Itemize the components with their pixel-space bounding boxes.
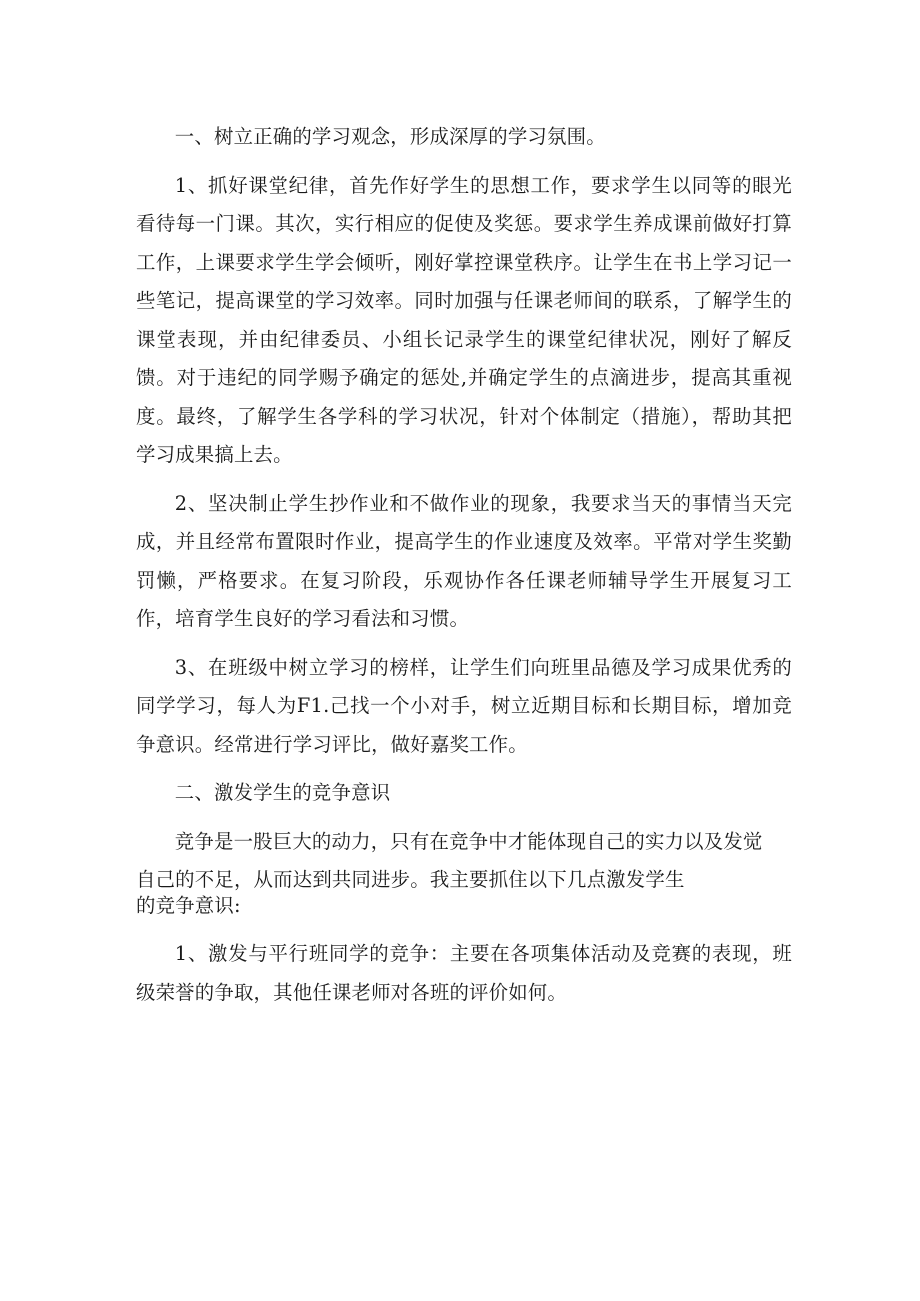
paragraph-item-1-3: 3、在班级中树立学习的榜样，让学生们向班里品德及学习成果优秀的同学学习，每人为F1.己找一个小对手，树立近期目标和长期目标，增加竞争意识。经常进行学习评比，做好嘉奖工作。 — [136, 655, 792, 756]
spacer — [136, 639, 792, 649]
spacer — [136, 475, 792, 485]
document-body — [136, 118, 792, 1012]
section-heading-2: 二、激发学生的竞争意识 — [174, 781, 391, 804]
spacer — [136, 919, 792, 935]
paragraph-item-2-1: 1、激发与平行班同学的竞争：主要在各项集体活动及竞赛的表现，班级荣誉的争取，其他任课老师对各班的评价如何。 — [136, 942, 792, 1004]
spacer — [136, 157, 792, 167]
section-heading-1: 一、树立正确的学习观念，形成深厚的学习氛围。 — [174, 125, 606, 148]
paragraph-item-1-2: 2、坚决制止学生抄作业和不做作业的现象，我要求当天的事情当天完成，并且经常布置限时作业，提高学生的作业速度及效率。平常对学生奖勤罚懒，严格要求。在复习阶段，乐观协作各任课老师辅导学生开展复习工作，培育学生良好的学习看法和习惯。 — [136, 491, 792, 630]
paragraph-2-line-2: 自己的不足，从而达到共同进步。我主要抓住以下几点激发学生 — [136, 868, 685, 891]
spacer — [136, 764, 792, 774]
paragraph-2-line-3: 的竞争意识: — [136, 894, 241, 917]
paragraph-item-1-1: 1、抓好课堂纪律，首先作好学生的思想工作，要求学生以同等的眼光看待每一门课。其次，实行相应的促使及奖惩。要求学生养成课前做好打算工作，上课要求学生学会倾听，刚好掌控课堂秩序。让学生在书上学习记一些笔记，提高课堂的学习效率。同时加强与任课老师间的联系，了解学生的课堂表现，并由纪律委员、小组长记录学生的课堂纪律状况，刚好了解反馈。对于违纪的同学赐予确定的惩处,并确定学生的点滴进步，提高其重视度。最终，了解学生各学科的学习状况，针对个体制定（措施），帮助其把学习成果搞上去。 — [136, 173, 792, 466]
spacer — [136, 813, 792, 823]
paragraph-2-line-1: 竞争是一股巨大的动力，只有在竞争中才能体现自己的实力以及发觉 — [174, 829, 763, 853]
